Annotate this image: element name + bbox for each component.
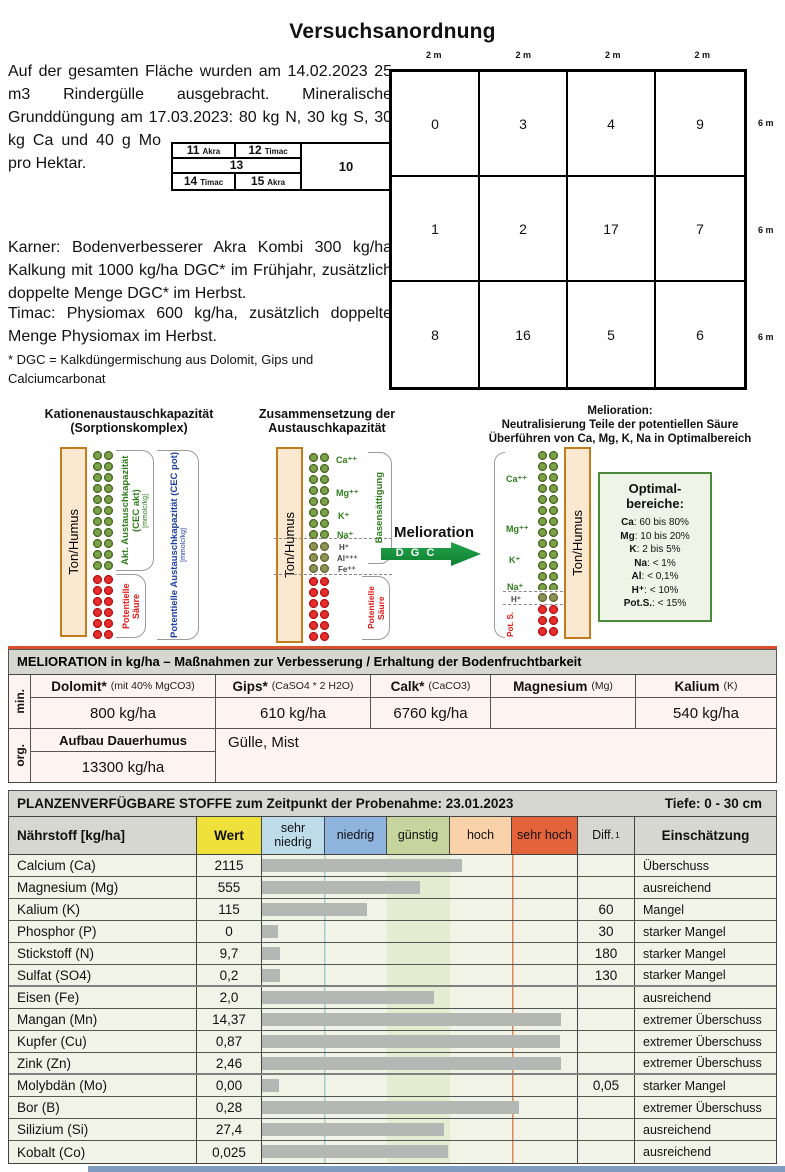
- nutrient-value: 9,7: [197, 943, 262, 964]
- table-row: [9, 1119, 776, 1141]
- melioration-org-block: [9, 729, 776, 782]
- olive-acid-dots-2: [308, 541, 330, 574]
- cec-akt-bracket: [116, 450, 154, 571]
- plot-cell: 7: [656, 177, 744, 282]
- optimal-entry-value: : 60 bis 80%: [633, 517, 689, 528]
- melioration-column-formula: (mit 40% MgCO3): [110, 680, 195, 692]
- nutrient-name: Eisen (Fe): [9, 987, 197, 1008]
- melioration-min-values: [31, 698, 776, 728]
- ion-mg: Mg⁺⁺: [336, 488, 359, 498]
- pot-s-label: [503, 607, 517, 641]
- melioration-column-name: Magnesium: [513, 678, 588, 694]
- melioration-arrow-title: Melioration: [393, 524, 474, 541]
- melioration-column-name: Calk*: [390, 678, 425, 694]
- nutrient-diff: [578, 1009, 635, 1030]
- ion-mg: Mg⁺⁺: [506, 524, 529, 534]
- nutrient-diff: 0,05: [578, 1075, 635, 1096]
- nutrient-diff: 30: [578, 921, 635, 942]
- table-row: [9, 899, 776, 921]
- optimal-entry: [600, 530, 710, 544]
- nutrient-rating: extremer Überschuss: [643, 1056, 762, 1070]
- next-section-edge: [88, 1166, 785, 1172]
- plot-cell: 4: [568, 72, 656, 177]
- ton-humus-bar-3: [564, 447, 591, 639]
- nutrient-name: Phosphor (P): [9, 921, 197, 942]
- optimal-entry-key: Al: [631, 571, 642, 582]
- treatment-cell-12: [236, 144, 300, 159]
- pot-acid-label-2: Potentielle Säure: [365, 586, 386, 630]
- dgc-arrow-label: D G C: [395, 547, 437, 559]
- plot-number: 12: [248, 143, 262, 157]
- melioration-column-header: [371, 675, 491, 698]
- nutrient-bar-zone: [262, 921, 578, 942]
- ion-ca: Ca⁺⁺: [506, 474, 528, 484]
- timac-paragraph: Timac: Physiomax 600 kg/ha, zusätzlich doppelte Menge Physiomax im Herbst.: [8, 305, 392, 345]
- nutrient-value: 2115: [197, 855, 262, 876]
- plot-tag: Timac: [264, 147, 288, 156]
- row-height-label: 6 m: [758, 117, 774, 128]
- nutrient-diff: 130: [578, 965, 635, 985]
- nutrient-name: Calcium (Ca): [9, 855, 197, 876]
- plot-cell: 9: [656, 72, 744, 177]
- cec-pot-unit: [mmolc/kg]: [179, 528, 187, 562]
- treatment-cell-14: [173, 174, 236, 189]
- nutrients-table-body: [9, 855, 776, 1163]
- optimal-entry: [600, 570, 710, 584]
- diagram2-title: [252, 407, 402, 435]
- nutrient-rating: Überschuss: [643, 858, 709, 873]
- melioration-section: [8, 646, 777, 783]
- nutrient-bar: [262, 1035, 560, 1048]
- optimal-entry-value: : < 15%: [652, 598, 687, 609]
- nutrient-diff: [578, 877, 635, 898]
- treatment-cell-10: 10: [338, 159, 354, 174]
- nutrient-value: 0,2: [197, 965, 262, 985]
- red-acid-dots-3: [537, 604, 559, 637]
- plot-number: 11: [186, 143, 200, 157]
- header-zone-sehr-hoch: sehr hoch: [512, 817, 578, 854]
- plot-cell: 2: [480, 177, 568, 282]
- plot-tag: Timac: [200, 178, 224, 187]
- optimal-entry-key: Pot.S.: [623, 598, 653, 609]
- table-row: [9, 965, 776, 987]
- melioration-column-value: 540 kg/ha: [673, 704, 739, 722]
- nutrient-bar-zone: [262, 987, 578, 1008]
- nutrient-rating: ausreichend: [643, 1122, 712, 1137]
- nutrient-rating: starker Mangel: [643, 946, 726, 961]
- dgc-footnote: * DGC = Kalkdüngermischung aus Dolomit, Gips und Calciumcarbonat: [8, 352, 314, 386]
- table-row: [9, 921, 776, 943]
- melioration-org-content: [31, 729, 776, 782]
- optimal-entry-key: Mg: [620, 530, 635, 542]
- diagram3-title: [455, 404, 785, 446]
- ion-h: H⁺: [511, 595, 521, 604]
- treatment-cell-13: 13: [173, 159, 300, 174]
- org-label-text: org.: [12, 744, 27, 767]
- nutrient-rating: starker Mangel: [643, 968, 726, 982]
- base-saturation-label: Basensättigung: [374, 472, 385, 544]
- nutrient-value: 0,87: [197, 1031, 262, 1052]
- depth-label: Tiefe: 0 - 30 cm: [664, 796, 762, 811]
- ton-humus-bar-2: [276, 447, 303, 643]
- optimal-ranges-box: [598, 472, 712, 622]
- melioration-min-block: [9, 675, 776, 729]
- table-row: [9, 987, 776, 1009]
- nutrient-name: Bor (B): [9, 1097, 197, 1118]
- column-width-label: 2 m: [425, 50, 442, 60]
- melioration-column-name: Dolomit*: [51, 678, 107, 694]
- table-row: [9, 1075, 776, 1097]
- optimal-entry-key: K: [629, 544, 637, 555]
- nutrient-bar: [262, 991, 434, 1004]
- treatment-cell-11: [173, 144, 236, 159]
- plot-tag: Akra: [267, 178, 286, 187]
- diagram3-title-line2: Neutralisierung Teile der potentiellen Säure: [501, 419, 739, 431]
- nutrient-bar-zone: [262, 1053, 578, 1073]
- plot-cell: 8: [392, 282, 480, 387]
- nutrient-value: 0,28: [197, 1097, 262, 1118]
- nutrient-rating: extremer Überschuss: [643, 1100, 762, 1115]
- nutrients-section: [8, 790, 777, 1164]
- nutrient-value: 0,025: [197, 1141, 262, 1163]
- optimal-entry: [600, 584, 710, 598]
- ion-al: Al⁺⁺⁺: [337, 554, 358, 563]
- min-label-text: min.: [12, 689, 27, 714]
- nutrient-diff: [578, 1141, 635, 1163]
- treatment-cell-15: [236, 174, 300, 189]
- nutrients-table: [8, 816, 777, 1164]
- optimal-entry-value: : < 10%: [644, 584, 679, 596]
- nutrient-name: Mangan (Mn): [9, 1009, 197, 1030]
- optimal-entry: [600, 516, 710, 530]
- optimal-entry-value: : < 0,1%: [641, 571, 679, 582]
- header-zone-guenstig: günstig: [387, 817, 450, 854]
- nutrient-bar-zone: [262, 1009, 578, 1030]
- diagram1-title: [10, 407, 248, 435]
- header-zone-hoch: hoch: [450, 817, 512, 854]
- plot-cell: 1: [392, 177, 480, 282]
- nutrient-rating: extremer Überschuss: [643, 1012, 762, 1027]
- plot-cell: 16: [480, 282, 568, 387]
- nutrient-name: Molybdän (Mo): [9, 1075, 197, 1096]
- nutrient-bar: [262, 1057, 561, 1070]
- optimal-entry-key: Na: [634, 557, 648, 569]
- optimal-title-line2: bereiche:: [626, 496, 684, 511]
- ion-h: H⁺: [339, 543, 349, 552]
- nutrient-bar-zone: [262, 1031, 578, 1052]
- melioration-min-headers: [31, 675, 776, 698]
- ion-ca: Ca⁺⁺: [336, 455, 358, 465]
- nutrient-bar: [262, 1013, 561, 1026]
- min-row-label: [9, 675, 31, 728]
- header-diff: [578, 817, 635, 854]
- nutrient-name: Zink (Zn): [9, 1053, 197, 1073]
- cec-akt-label: Akt. Austauschkapazität (CEC akt): [120, 455, 142, 566]
- nutrient-rating: starker Mangel: [643, 1078, 726, 1093]
- melioration-column-name: Gips*: [232, 678, 268, 694]
- table-row: [9, 943, 776, 965]
- column-width-label: 2 m: [694, 50, 710, 60]
- nutrient-rating: ausreichend: [643, 1145, 712, 1159]
- ton-humus-label: Ton/Humus: [282, 512, 297, 578]
- treatment-table-left: [173, 144, 302, 189]
- nutrient-value: 0: [197, 921, 262, 942]
- melioration-column-formula: (Mg): [591, 680, 613, 692]
- melioration-column-name: Kalium: [674, 678, 720, 694]
- pot-acid-bracket-1: [116, 574, 146, 638]
- nutrient-value: 115: [197, 899, 262, 920]
- dauerhumus-title: Aufbau Dauerhumus: [31, 729, 215, 752]
- optimal-entry-key: H⁺: [631, 584, 645, 596]
- nutrient-bar-zone: [262, 943, 578, 964]
- nutrients-header-band: [8, 790, 777, 816]
- melioration-column-value: 800 kg/ha: [31, 698, 216, 728]
- nutrient-bar: [262, 925, 278, 938]
- nutrient-rating: ausreichend: [643, 990, 712, 1005]
- table-row: [9, 1097, 776, 1119]
- optimal-entry: [600, 597, 710, 611]
- nutrient-diff: [578, 1097, 635, 1118]
- red-acid-dots-1: [92, 574, 114, 640]
- melioration-column-header: [216, 675, 371, 698]
- nutrient-bar-zone: [262, 855, 578, 876]
- ton-humus-label: Ton/Humus: [570, 510, 585, 576]
- nutrient-bar-zone: [262, 1075, 578, 1096]
- optimal-entry: [600, 557, 710, 571]
- nutrient-value: 2,0: [197, 987, 262, 1008]
- pot-acid-bracket-2: [362, 576, 390, 640]
- table-row: [9, 1009, 776, 1031]
- nutrient-rating: ausreichend: [643, 880, 712, 895]
- table-row: [9, 1031, 776, 1053]
- nutrient-bar-zone: [262, 1141, 578, 1163]
- nutrient-name: Magnesium (Mg): [9, 877, 197, 898]
- diagram1-title-line2: (Sorptionskomplex): [70, 421, 188, 435]
- cec-pot-bracket: [157, 450, 199, 640]
- nutrient-name: Silizium (Si): [9, 1119, 197, 1140]
- plot-cell: 5: [568, 282, 656, 387]
- nutrient-rating: extremer Überschuss: [643, 1034, 762, 1049]
- nutrient-diff: [578, 855, 635, 876]
- nutrient-name: Sulfat (SO4): [9, 965, 197, 985]
- dashed-separator: [274, 574, 392, 575]
- grid-row-labels: [752, 69, 785, 390]
- nutrient-bar: [262, 859, 462, 872]
- plot-cell: 0: [392, 72, 480, 177]
- diagram3-title-line1: Melioration:: [587, 405, 653, 417]
- diagram2-title-line1: Zusammensetzung der: [258, 407, 396, 421]
- green-cation-dots-1: [92, 450, 114, 571]
- optimal-entry-value: : 10 bis 20%: [634, 530, 690, 542]
- nutrient-value: 2,46: [197, 1053, 262, 1073]
- page-title: Versuchsanordnung: [289, 20, 496, 43]
- nutrient-name: Kalium (K): [9, 899, 197, 920]
- nutrient-bar: [262, 969, 280, 982]
- melioration-header-band: MELIORATION in kg/ha – Maßnahmen zur Verbesserung / Erhaltung der Bodenfruchtbarkeit: [8, 649, 777, 674]
- plot-tag: Akra: [202, 147, 221, 156]
- green-base-dots-2: [308, 452, 330, 540]
- pot-acid-label-1: Potentielle Säure: [120, 583, 141, 629]
- nutrient-bar: [262, 903, 367, 916]
- dauerhumus-column: [31, 729, 216, 782]
- optimal-entry-key: Ca: [621, 517, 634, 528]
- optimal-entries: [600, 516, 710, 611]
- nutrient-rating: Mangel: [643, 902, 684, 917]
- cec-akt-unit: [mmolc/kg]: [142, 493, 149, 528]
- karner-paragraph: Karner: Bodenverbesserer Akra Kombi 300 kg/ha Kalkung mit 1000 kg/ha DGC* im Frühjahr, zusätzlich doppelte Menge DGC* im Herbst.: [8, 239, 392, 302]
- nutrient-bar: [262, 1079, 279, 1092]
- intro-paragraph: Auf der gesamten Fläche wurden am 14.02.2023 25 m3 Rindergülle ausgebracht. Mineralische Grunddüngung am 17.03.2023: 80 kg N, 30 kg S, 30 kg Ca und 40 g Mo pro Hektar.: [8, 63, 392, 172]
- column-width-label: 2 m: [604, 50, 621, 60]
- nutrients-band-title: PLANZENVERFÜGBARE STOFFE zum Zeitpunkt der Probenahme: 23.01.2023: [17, 796, 514, 811]
- header-zone-sehr-niedrig: sehr niedrig: [262, 817, 325, 854]
- plot-number: 14: [183, 174, 198, 188]
- nutrient-diff: [578, 1053, 635, 1073]
- nutrient-diff: [578, 1119, 635, 1140]
- nutrient-bar: [262, 947, 280, 960]
- intro-block: [8, 60, 392, 203]
- treatment-plan-table: [171, 142, 392, 191]
- nutrient-bar: [262, 1101, 519, 1114]
- nutrient-bar-zone: [262, 965, 578, 985]
- plot-cell: 3: [480, 72, 568, 177]
- plot-number: 15: [250, 174, 265, 188]
- grid-column-labels: [389, 50, 747, 60]
- optimal-entry-value: : < 1%: [647, 557, 676, 569]
- green-base-dots-3: [537, 450, 559, 590]
- nutrient-bar-zone: [262, 877, 578, 898]
- row-height-label: 6 m: [758, 224, 774, 235]
- ion-na: Na⁺: [507, 582, 524, 592]
- melioration-min-content: [31, 675, 776, 728]
- nutrient-rating: starker Mangel: [643, 924, 726, 939]
- nutrient-diff: [578, 987, 635, 1008]
- nutrient-name: Stickstoff (N): [9, 943, 197, 964]
- plot-cell: 6: [696, 326, 704, 343]
- melioration-column-formula: (CaCO3): [428, 680, 471, 692]
- melioration-column-header: [31, 675, 216, 698]
- optimal-entry: [600, 543, 710, 557]
- melioration-column-value: 6760 kg/ha: [371, 698, 491, 728]
- table-row: [9, 855, 776, 877]
- ion-k: K⁺: [509, 555, 521, 565]
- plot-grid: [389, 69, 747, 390]
- nutrient-value: 0,00: [197, 1075, 262, 1096]
- header-nutrient: Nährstoff [kg/ha]: [9, 817, 197, 854]
- nutrient-bar: [262, 1123, 444, 1136]
- diagram1-title-line1: Kationenaustauschkapazität: [44, 407, 214, 421]
- melioration-column-value: [491, 698, 636, 728]
- nutrient-bar-zone: [262, 1097, 578, 1118]
- table-row: [9, 1053, 776, 1075]
- nutrient-name: Kobalt (Co): [9, 1141, 197, 1163]
- guelle-mist-note: Gülle, Mist: [228, 734, 299, 751]
- red-acid-dots-2: [308, 576, 330, 642]
- olive-acid-dots-3: [537, 592, 559, 603]
- melioration-column-formula: (K): [723, 680, 738, 692]
- melioration-column-header: [636, 675, 776, 698]
- nutrient-value: 14,37: [197, 1009, 262, 1030]
- nutrient-bar-zone: [262, 899, 578, 920]
- nutrient-name: Kupfer (Cu): [9, 1031, 197, 1052]
- ion-k: K⁺: [338, 511, 350, 521]
- melioration-table: [8, 674, 777, 783]
- header-rating: Einschätzung: [635, 817, 776, 854]
- melioration-column-header: [491, 675, 636, 698]
- nutrient-bar: [262, 1145, 448, 1158]
- column-width-label: 2 m: [515, 50, 531, 60]
- ion-fe: Fe⁺⁺: [338, 565, 356, 574]
- table-row: [9, 877, 776, 899]
- ton-humus-label: Ton/Humus: [66, 509, 81, 575]
- cec-pot-label: Potentielle Austauschkapazität (CEC pot): [168, 452, 180, 638]
- melioration-column-value: 610 kg/ha: [216, 698, 371, 728]
- diagram2-title-line2: Austauschkapazität: [268, 421, 386, 435]
- pot-s-text: Pot. S.: [505, 611, 515, 637]
- ion-na: Na⁺: [337, 530, 354, 540]
- optimal-entry-value: : 2 bis 5%: [636, 544, 681, 555]
- nutrient-diff: 180: [578, 943, 635, 964]
- optimal-title-line1: Optimal-: [628, 481, 682, 496]
- header-diff-text: Diff.: [592, 827, 615, 842]
- diagram3-title-line3: Überführen von Ca, Mg, K, Na in Optimalbereich: [488, 433, 752, 445]
- header-value: Wert: [197, 817, 262, 854]
- header-diff-superscript: 1: [615, 829, 620, 840]
- dauerhumus-value: 13300 kg/ha: [81, 758, 165, 776]
- row-height-label: 6 m: [758, 331, 774, 342]
- nutrient-value: 555: [197, 877, 262, 898]
- nutrient-value: 27,4: [197, 1119, 262, 1140]
- table-row: [9, 1141, 776, 1163]
- treatment-table-frame: [171, 142, 392, 191]
- nutrient-diff: [578, 1031, 635, 1052]
- melioration-column-formula: (CaSO4 * 2 H2O): [271, 680, 354, 692]
- header-zone-niedrig: niedrig: [325, 817, 387, 854]
- ton-humus-bar-1: [60, 447, 87, 637]
- org-row-label: [9, 729, 31, 782]
- nutrient-bar-zone: [262, 1119, 578, 1140]
- nutrients-table-header: [9, 817, 776, 855]
- nutrient-bar: [262, 881, 420, 894]
- plot-cell: 17: [568, 177, 656, 282]
- nutrient-diff: 60: [578, 899, 635, 920]
